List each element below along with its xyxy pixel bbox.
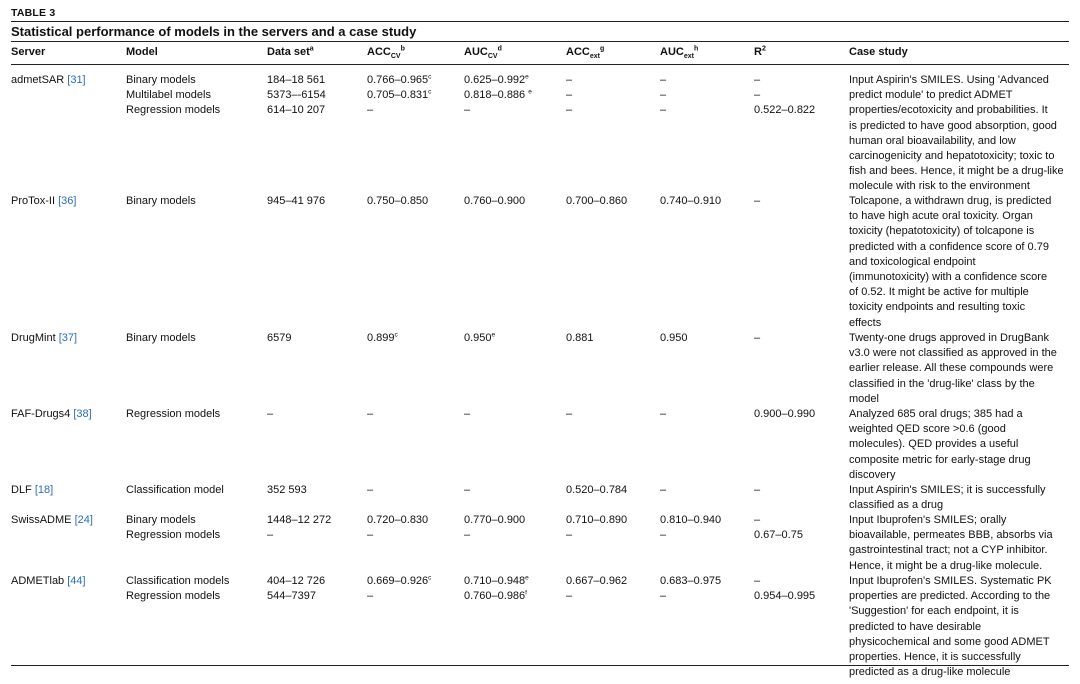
acc-ext-cell (566, 407, 572, 422)
server-cell (11, 73, 86, 88)
header-server: Server (11, 46, 46, 58)
r2-cell (754, 73, 815, 119)
model-name: Regression models (126, 104, 221, 117)
acc-ext-cell (566, 513, 627, 543)
case-study-line: molecule with risk to the environment (849, 180, 1030, 193)
model-cell (126, 407, 220, 422)
case-study-line: toxicity (hepatotoxicity) of tolcapone is (849, 225, 1035, 238)
acc-cv-cell (367, 513, 428, 543)
auc-cv-value-text: 0.760–0.900 (464, 195, 526, 207)
acc-cv-value (367, 331, 398, 346)
auc-cv-value-text: 0.625–0.992 (464, 74, 526, 86)
header-acc-ext: $ACC_{ext}^g$ (566, 45, 605, 61)
acc-ext-value: – (566, 408, 573, 420)
case-study-line: model (849, 392, 879, 405)
dataset-value: 614–10 207 (267, 104, 326, 117)
server-name: ProTox-II (11, 195, 56, 207)
r2-value: – (754, 195, 761, 207)
case-study-line: effects (849, 316, 882, 329)
acc-cv-value-text: – (367, 484, 374, 496)
case-study-line: Hence, it might be a drug-like molecule. (849, 559, 1043, 572)
case-study-line: predicted with a confidence score of 0.79 (849, 240, 1049, 253)
acc-ext-value: – (566, 590, 573, 603)
case-study-line: properties are predicted. According to the (849, 590, 1051, 603)
acc-cv-value (367, 194, 428, 209)
case-study-line: fish and bees. Hence, it might be a drug-like (849, 165, 1064, 178)
footnote-marker: e (525, 574, 529, 582)
reference-link[interactable]: [36] (58, 195, 77, 207)
footnote-marker: c (394, 331, 398, 339)
auc-cv-value (464, 103, 532, 118)
auc-cv-value-text: – (464, 408, 471, 420)
case-study-line: properties. Hence, it is successfully (849, 651, 1021, 664)
case-study-line: bioavailable, permeates BBB, absorbs via (849, 529, 1053, 542)
server-name: DrugMint (11, 332, 56, 344)
acc-ext-value: 0.667–0.962 (566, 575, 628, 587)
auc-cv-value (464, 528, 525, 543)
footnote-marker: e (525, 73, 529, 81)
header-dataset: Data set$^a$ (267, 45, 314, 58)
dataset-value: 1448–12 272 (267, 514, 332, 526)
acc-cv-value (367, 589, 431, 604)
auc-cv-cell (464, 574, 529, 604)
dataset-cell (267, 407, 273, 422)
dataset-value: – (267, 408, 274, 420)
case-study-cell (849, 331, 1071, 407)
acc-ext-value: – (566, 529, 573, 542)
header-acc-cv: $ACC_{CV}^b$ (367, 45, 405, 61)
case-study-line: predicted as a drug-like molecule (849, 666, 1011, 679)
auc-ext-value: 0.683–0.975 (660, 575, 722, 587)
server-name: FAF-Drugs4 (11, 408, 71, 420)
r2-value: 0.954–0.995 (754, 590, 816, 603)
acc-cv-cell (367, 194, 428, 209)
server-name: ADMETlab (11, 575, 65, 587)
auc-ext-value: 0.810–0.940 (660, 514, 722, 526)
model-cell (126, 483, 224, 498)
table-body (11, 65, 1069, 679)
auc-ext-cell (660, 407, 666, 422)
auc-ext-cell (660, 331, 688, 346)
acc-cv-value-text: 0.669–0.926 (367, 575, 429, 587)
acc-cv-value (367, 407, 373, 422)
acc-cv-cell (367, 483, 373, 498)
r2-cell (754, 407, 815, 422)
header-auc-cv: $AUC_{CV}^d$ (464, 45, 502, 61)
model-name: Binary models (126, 332, 196, 344)
r2-value: 0.900–0.990 (754, 408, 816, 420)
auc-cv-value-text: – (464, 104, 471, 117)
auc-ext-value: – (660, 104, 667, 117)
case-study-line: to have high acute oral toxicity. Organ (849, 210, 1033, 223)
case-study-line: classified in the 'drug-like' class by the (849, 377, 1035, 390)
auc-cv-value-text: – (464, 529, 471, 542)
auc-ext-value: – (660, 89, 667, 102)
acc-cv-cell (367, 407, 373, 422)
acc-ext-cell (566, 483, 627, 498)
dataset-cell (267, 73, 326, 119)
acc-ext-cell (566, 194, 627, 209)
acc-cv-value-text: 0.705–0.831 (367, 89, 429, 102)
acc-cv-cell (367, 574, 431, 604)
acc-cv-value (367, 513, 428, 528)
r2-cell (754, 483, 760, 498)
auc-ext-value: – (660, 529, 667, 542)
server-name: DLF (11, 484, 32, 496)
case-study-line: properties/ecotoxicity and probabilities. It (849, 104, 1048, 117)
acc-ext-value: – (566, 74, 573, 86)
auc-cv-value-text: 0.760–0.986 (464, 590, 526, 603)
case-study-cell (849, 513, 1071, 574)
auc-cv-value-text: – (464, 484, 471, 496)
case-study-line: Tolcapone, a withdrawn drug, is predicted (849, 195, 1052, 207)
case-study-line: physicochemical and some good ADMET (849, 635, 1050, 648)
r2-cell (754, 574, 815, 604)
dataset-cell (267, 331, 291, 346)
case-study-cell (849, 483, 1071, 513)
case-study-cell (849, 407, 1071, 483)
footnote-marker: f (525, 589, 527, 597)
r2-value: 0.67–0.75 (754, 529, 803, 542)
footnote-marker: c (428, 73, 432, 81)
auc-cv-value-text: 0.710–0.948 (464, 575, 526, 587)
case-study-line: carcinogenicity and hepatotoxicity; toxic to (849, 150, 1055, 163)
auc-cv-value (464, 194, 525, 209)
case-study-line: Input Aspirin's SMILES; it is successfully (849, 484, 1046, 496)
auc-cv-value (464, 513, 525, 528)
acc-cv-cell (367, 73, 431, 119)
auc-ext-value: 0.950 (660, 332, 688, 344)
acc-cv-value-text: – (367, 590, 374, 603)
case-study-line: v3.0 were not classified as approved in the (849, 347, 1057, 360)
case-study-line: Analyzed 685 oral drugs; 385 had a (849, 408, 1023, 420)
auc-cv-cell (464, 331, 495, 346)
dataset-value: 404–12 726 (267, 575, 326, 587)
auc-cv-value (464, 331, 495, 346)
auc-cv-value (464, 574, 529, 589)
model-name: Regression models (126, 590, 221, 603)
acc-ext-cell (566, 73, 572, 119)
auc-cv-cell (464, 73, 532, 119)
model-name: Classification models (126, 575, 230, 587)
model-name: Multilabel models (126, 89, 211, 102)
reference-link[interactable]: [18] (34, 484, 54, 496)
dataset-value: 352 593 (267, 484, 307, 496)
r2-value: 0.522–0.822 (754, 104, 816, 117)
footnote-marker: c (428, 574, 432, 582)
server-cell (11, 331, 77, 346)
acc-cv-value (367, 103, 431, 118)
acc-ext-value: 0.710–0.890 (566, 514, 628, 526)
model-cell (126, 574, 229, 604)
reference-link[interactable]: [24] (74, 514, 93, 526)
auc-ext-value: – (660, 74, 667, 86)
acc-ext-cell (566, 574, 627, 604)
auc-ext-value: 0.740–0.910 (660, 195, 722, 207)
auc-ext-value: – (660, 408, 667, 420)
case-study-line: human oral bioavailability, and low (849, 134, 1016, 147)
server-cell (11, 194, 76, 209)
model-cell (126, 331, 196, 346)
case-study-line: earlier release. All these compounds were (849, 362, 1054, 375)
acc-ext-value: 0.700–0.860 (566, 195, 628, 207)
model-name: Binary models (126, 514, 196, 526)
footnote-marker: c (428, 88, 432, 96)
server-name: SwissADME (11, 514, 72, 526)
model-name: Regression models (126, 529, 221, 542)
dataset-value: 5373–-6154 (267, 89, 326, 102)
auc-ext-cell (660, 574, 721, 604)
case-study-line: of 0.52. It might be active for multiple (849, 286, 1029, 299)
model-cell (126, 194, 196, 209)
acc-cv-value-text: 0.899 (367, 332, 395, 344)
auc-cv-cell (464, 407, 470, 422)
acc-ext-value: – (566, 104, 573, 117)
r2-cell (754, 331, 760, 346)
acc-cv-value-text: 0.750–0.850 (367, 195, 429, 207)
header-model: Model (126, 46, 158, 58)
header-auc-ext: $AUC_{ext}^h$ (660, 45, 699, 61)
auc-cv-cell (464, 513, 525, 543)
acc-cv-value-text: 0.720–0.830 (367, 514, 429, 526)
r2-value: – (754, 514, 761, 526)
acc-ext-value: 0.520–0.784 (566, 484, 628, 496)
case-study-line: and toxicological endpoint (849, 255, 976, 268)
auc-ext-value: – (660, 590, 667, 603)
acc-cv-value (367, 483, 373, 498)
model-cell (126, 73, 220, 119)
footnote-marker: e (528, 88, 532, 96)
auc-cv-value (464, 407, 470, 422)
case-study-line: toxicity endpoints and resulting toxic (849, 301, 1026, 314)
auc-ext-cell (660, 513, 721, 543)
acc-cv-value-text: – (367, 529, 374, 542)
server-name: admetSAR (11, 74, 65, 86)
case-study-line: classified as a drug (849, 499, 944, 512)
r2-cell (754, 194, 760, 209)
acc-cv-value (367, 528, 428, 543)
case-study-line: discovery (849, 468, 896, 481)
case-study-cell (849, 574, 1071, 680)
acc-cv-value-text: – (367, 104, 374, 117)
dataset-cell (267, 513, 331, 543)
dataset-cell (267, 574, 325, 604)
acc-ext-value: 0.881 (566, 332, 594, 344)
case-study-line: molecules). QED provides a useful (849, 438, 1019, 451)
dataset-value: 945–41 976 (267, 195, 326, 207)
case-study-line: (immunotoxicity) with a confidence score (849, 271, 1048, 284)
acc-cv-cell (367, 331, 398, 346)
case-study-line: Twenty-one drugs approved in DrugBank (849, 332, 1049, 344)
case-study-line: Input Ibuprofen's SMILES; orally (849, 514, 1007, 526)
auc-cv-value-text: 0.950 (464, 332, 492, 344)
model-name: Classification model (126, 484, 224, 496)
auc-ext-cell (660, 73, 666, 119)
case-study-line: is predicted to have good absorption, good (849, 119, 1057, 132)
server-cell (11, 574, 86, 589)
dataset-cell (267, 483, 307, 498)
case-study-line: composite metric for early-stage drug (849, 453, 1031, 466)
acc-cv-value-text: 0.766–0.965 (367, 74, 429, 86)
server-cell (11, 407, 92, 422)
case-study-line: Input Aspirin's SMILES. Using 'Advanced (849, 74, 1049, 86)
dataset-cell (267, 194, 325, 209)
dataset-value: 6579 (267, 332, 292, 344)
dataset-value: 184–18 561 (267, 74, 326, 86)
table-label: TABLE 3 (11, 7, 56, 19)
table-container (11, 6, 1069, 679)
case-study-line: weighted QED score >0.6 (good (849, 423, 1006, 436)
r2-value: – (754, 484, 761, 496)
model-name: Binary models (126, 195, 196, 207)
case-study-line: Input Ibuprofen's SMILES. Systematic PK (849, 575, 1052, 587)
reference-link[interactable]: [38] (73, 408, 92, 420)
auc-cv-value-text: 0.770–0.900 (464, 514, 526, 526)
acc-cv-value-text: – (367, 408, 374, 420)
server-cell (11, 483, 53, 498)
r2-value: – (754, 332, 761, 344)
acc-cv-value (367, 574, 431, 589)
case-study-cell (849, 194, 1071, 331)
model-name: Binary models (126, 74, 196, 86)
acc-ext-cell (566, 331, 594, 346)
header-case-study: Case study (849, 46, 908, 58)
auc-cv-value (464, 88, 532, 103)
dataset-value: 544–7397 (267, 590, 316, 603)
r2-cell (754, 513, 803, 543)
auc-cv-value (464, 483, 470, 498)
case-study-line: gastrointestinal tract; not a CYP inhibitor. (849, 544, 1048, 557)
auc-ext-cell (660, 483, 666, 498)
acc-ext-value: – (566, 89, 573, 102)
reference-link[interactable]: [31] (67, 74, 86, 86)
r2-value: – (754, 575, 761, 587)
footnote-marker: e (491, 331, 496, 339)
r2-value: – (754, 74, 761, 86)
header-r2: $R^2$ (754, 45, 766, 58)
dataset-value: – (267, 529, 274, 542)
table-title: Statistical performance of models in the servers and a case study (11, 24, 417, 39)
table-header-row (11, 42, 1069, 64)
auc-cv-value-text: 0.818–0.886 (464, 89, 529, 102)
acc-cv-value (367, 73, 431, 88)
auc-ext-value: – (660, 484, 667, 496)
reference-link[interactable]: [44] (67, 575, 86, 587)
r2-value: – (754, 89, 761, 102)
reference-link[interactable]: [37] (58, 332, 78, 344)
auc-cv-value (464, 589, 529, 604)
case-study-line: predicted to have desirable (849, 620, 982, 633)
auc-ext-cell (660, 194, 721, 209)
case-study-line: 'Suggestion' for each endpoint, it is (849, 605, 1019, 618)
server-cell (11, 513, 93, 528)
auc-cv-value (464, 73, 532, 88)
auc-cv-cell (464, 483, 470, 498)
model-cell (126, 513, 220, 543)
acc-cv-value (367, 88, 431, 103)
case-study-cell (849, 73, 1071, 195)
model-name: Regression models (126, 408, 221, 420)
auc-cv-cell (464, 194, 525, 209)
case-study-line: predict module' to predict ADMET (849, 89, 1013, 102)
